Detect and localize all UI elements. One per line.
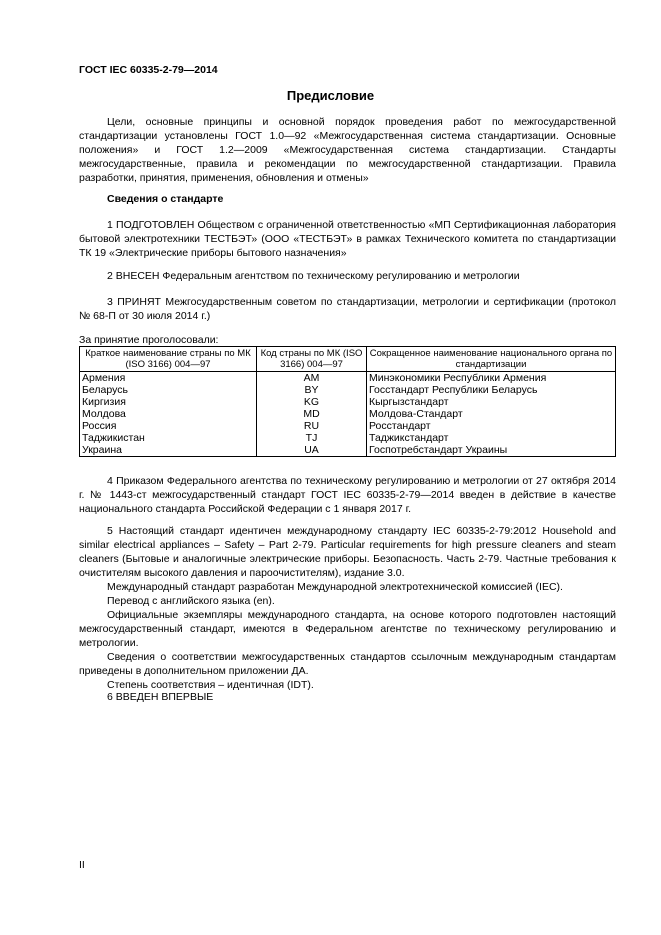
item6-paragraph: 6 ВВЕДЕН ВПЕРВЫЕ [107,691,214,703]
info-heading: Сведения о стандарте [107,193,224,205]
country-cell: Россия [80,420,257,432]
item4-paragraph: 4 Приказом Федерального агентства по техническому регулированию и метрологии от 27 октября 2014 г. № 1443-ст межгосударственный стандарт ГОСТ IEC 60335-2-79—2014 введен в действие в качестве национального стандарта Российской Федерации с 1 января 2017 г. [79,475,616,515]
table-row [80,444,616,457]
body-cell: Кыргызстандарт [367,396,616,408]
table-row [80,420,616,432]
intro-paragraph-block [79,115,616,185]
body-cell: Таджикстандарт [367,432,616,444]
code-cell: UA [257,444,367,457]
country-cell: Армения [80,372,257,385]
country-cell: Украина [80,444,257,457]
table-row [80,384,616,396]
info-heading-block [79,192,616,206]
item2-block [79,269,616,283]
body-cell: Минэкономики Республики Армения [367,372,616,385]
item5-paragraph: 5 Настоящий стандарт идентичен международному стандарту IEC 60335-2-79:2012 Household and similar electrical appliances – Safety – Part 2-79. Particular requirements for high pressure cleaners and steam cleaners (Бытовые и аналогичные электрические приборы. Безопасность. Часть 2-79. Частные требования к очистителям высокого давления и пароочистителям), издание 3.0. [79,525,616,579]
header-body: Сокращенное наименование национального органа по стандартизации [367,347,616,372]
country-cell: Таджикистан [80,432,257,444]
item3-paragraph: 3 ПРИНЯТ Межгосударственным советом по стандартизации, метрологии и сертификации (протокол № 68-П от 30 июля 2014 г.) [79,296,616,322]
body-cell: Молдова-Стандарт [367,408,616,420]
page-title: Предисловие [286,88,375,103]
table-header-row [80,347,616,372]
item5-degree: Степень соответствия – идентичная (IDT). [107,679,314,691]
item1-block [79,218,616,260]
code-cell: RU [257,420,367,432]
voting-table [79,346,616,457]
country-cell: Киргизия [80,396,257,408]
table-row [80,408,616,420]
code-cell: BY [257,384,367,396]
body-cell: Госстандарт Республики Беларусь [367,384,616,396]
body-cell: Росстандарт [367,420,616,432]
item2-paragraph: 2 ВНЕСЕН Федеральным агентством по техническому регулированию и метрологии [107,270,520,282]
page-number: II [79,859,85,871]
table-row [80,432,616,444]
item4-block [79,474,616,516]
code-cell: TJ [257,432,367,444]
item1-paragraph: 1 ПОДГОТОВЛЕН Обществом с ограниченной ответственностью «МП Сертификационная лаборатория бытовой электротехники ТЕСТБЭТ» (ООО «ТЕСТБЭТ» в рамках Технического комитета по стандартизации ТК 19 «Электрические приборы бытового назначения» [79,219,616,259]
body-cell: Госпотребстандарт Украины [367,444,616,457]
header-country: Краткое наименование страны по МК (ISO 3166) 004—97 [80,347,257,372]
intro-paragraph: Цели, основные принципы и основной порядок проведения работ по межгосударственной стандартизации установлены ГОСТ 1.0—92 «Межгосударственная система стандартизации. Основные положения» и ГОСТ 1.2—2009 «Межгосударственная система стандартизации. Стандарты межгосударственные, правила и рекомендации по межгосударственной стандартизации. Правила разработки, принятия, применения, обновления и отмены» [79,116,616,184]
item5-references: Сведения о соответствии межгосударственных стандартов ссылочным международным стандартам приведены в дополнительном приложении ДА. [79,651,616,677]
item6-block [79,690,616,704]
code-cell: KG [257,396,367,408]
table-row [80,372,616,385]
code-cell: MD [257,408,367,420]
code-cell: AM [257,372,367,385]
country-cell: Беларусь [80,384,257,396]
item5-copies: Официальные экземпляры международного стандарта, на основе которого подготовлен настоящий межгосударственный стандарт, имеются в Федеральном агентстве по техническому регулированию и метрологии. [79,609,616,649]
table-row [80,396,616,408]
country-cell: Молдова [80,408,257,420]
item5-developer: Международный стандарт разработан Международной электротехнической комиссией (IEC). [107,581,563,593]
item5-block [79,524,616,692]
item5-translation: Перевод с английского языка (en). [107,595,275,607]
item3-block [79,295,616,323]
standard-code-header: ГОСТ IEC 60335-2-79—2014 [79,64,218,76]
table-caption: За принятие проголосовали: [79,334,219,346]
header-code: Код страны по МК (ISO 3166) 004—97 [257,347,367,372]
